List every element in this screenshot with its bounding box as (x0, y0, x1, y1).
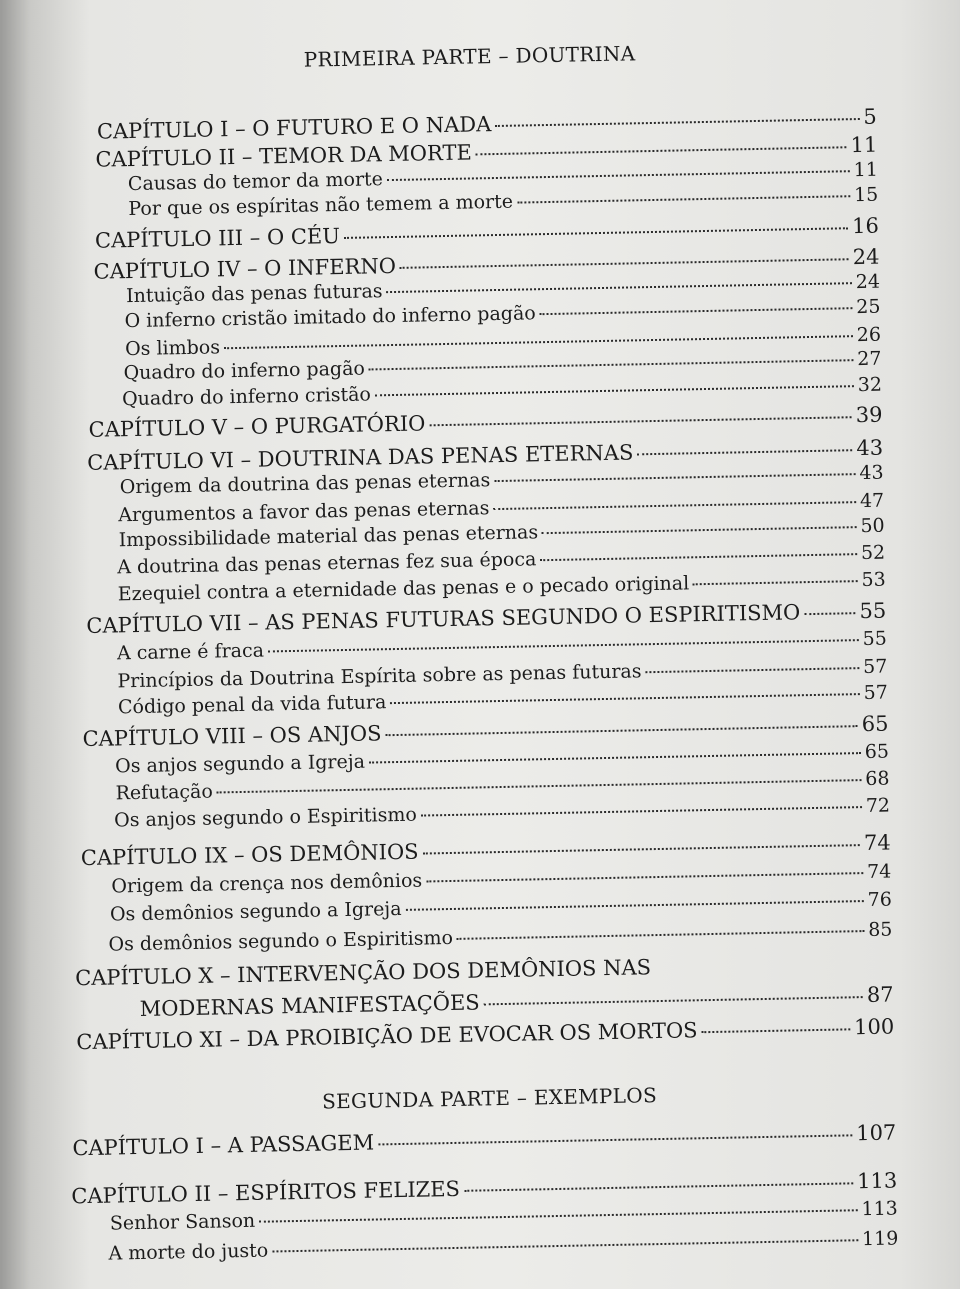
page-number: 65 (861, 711, 889, 737)
entry-title: A morte do justo (108, 1239, 269, 1265)
dot-leader (517, 195, 850, 203)
entry-title: Os anjos segundo o Espiritismo (113, 803, 418, 832)
dot-leader (217, 779, 862, 793)
entry-title: CAPÍTULO IV – O INFERNO (93, 253, 397, 284)
entry-title: Quadro do inferno pagão (123, 357, 366, 385)
part-one-title: PRIMEIRA PARTE – DOUTRINA (303, 41, 636, 72)
entry-title: CAPÍTULO I – A PASSAGEM (72, 1130, 375, 1161)
dot-leader (646, 667, 860, 673)
dot-leader (476, 146, 847, 155)
dot-leader (387, 170, 850, 181)
dot-leader (344, 227, 848, 239)
page-number: 43 (859, 461, 884, 485)
page-number: 16 (851, 213, 880, 239)
dot-leader (429, 416, 852, 426)
entry-title: CAPÍTULO II – TEMOR DA MORTE (95, 140, 472, 172)
page-number: 52 (860, 541, 886, 565)
page-number: 107 (855, 1120, 897, 1146)
entry-title: Os limbos (124, 336, 221, 361)
page-number: 100 (853, 1014, 895, 1040)
dot-leader (387, 282, 852, 293)
page-number: 26 (856, 323, 882, 347)
entry-title: Senhor Sanson (109, 1209, 256, 1235)
dot-leader (540, 553, 857, 561)
dot-leader (426, 872, 863, 882)
dot-leader (637, 449, 852, 455)
page-number: 27 (857, 347, 882, 371)
entry-title: CAPÍTULO XI – DA PROIBIÇÃO DE EVOCAR OS MORTOS (76, 1018, 698, 1055)
dot-leader (400, 258, 849, 269)
page-number: 11 (850, 132, 878, 158)
toc-chapter-entry (72, 1120, 896, 1160)
entry-title: A carne é fraca (116, 639, 265, 665)
dot-leader (464, 1182, 853, 1191)
page-number: 113 (861, 1197, 898, 1221)
dot-leader (272, 1239, 858, 1252)
entry-title: Quadro do inferno cristão (121, 383, 372, 411)
page-number: 53 (861, 568, 886, 592)
dot-leader (494, 473, 855, 482)
entry-title: Os anjos segundo a Igreja (114, 750, 366, 778)
entry-title: CAPÍTULO III – O CÉU (94, 224, 341, 253)
page-number: 74 (866, 860, 892, 884)
entry-title: CAPÍTULO I – O FUTURO E O NADA (96, 112, 492, 144)
dot-leader (369, 359, 853, 370)
dot-leader (542, 526, 856, 534)
page-number: 65 (864, 740, 890, 764)
page-number: 57 (862, 655, 888, 679)
dot-leader (375, 385, 854, 396)
page-number: 24 (852, 244, 880, 270)
toc-chapter-entry (140, 983, 894, 1021)
dot-leader (259, 1209, 857, 1222)
page-number: 113 (856, 1168, 898, 1194)
entry-title: Os demônios segundo a Igreja (109, 897, 402, 926)
dot-leader (406, 900, 864, 911)
entry-title: CAPÍTULO II – ESPÍRITOS FELIZES (71, 1176, 461, 1209)
dot-leader (421, 806, 862, 816)
page-number: 74 (863, 830, 891, 856)
entry-title: Código penal da vida futura (117, 691, 387, 719)
page-number: 15 (853, 183, 879, 207)
entry-title-continuation: MODERNAS MANIFESTAÇÕES (139, 990, 480, 1021)
entry-title: Argumentos a favor das penas eternas (118, 497, 490, 527)
page-number: 119 (861, 1227, 899, 1251)
entry-title: CAPÍTULO VIII – OS ANJOS (82, 721, 382, 752)
page-number: 68 (865, 767, 890, 791)
toc-section-entry (108, 1227, 898, 1264)
page-number: 76 (867, 888, 893, 911)
dot-leader (693, 580, 857, 585)
page-number: 47 (859, 489, 885, 513)
page-number: 32 (857, 373, 883, 397)
dot-leader (369, 752, 861, 763)
page-number: 11 (853, 158, 879, 182)
dot-leader (224, 335, 853, 349)
entry-title: CAPÍTULO VI – DOUTRINA DAS PENAS ETERNAS (87, 440, 634, 475)
dot-leader (423, 844, 860, 854)
entry-title: Por que os espíritas não temem a morte (128, 190, 514, 221)
page-number: 24 (855, 270, 881, 294)
entry-title: Princípios da Doutrina Espírita sobre as penas futuras (117, 660, 642, 693)
dot-leader (386, 725, 858, 736)
dot-leader (540, 307, 853, 315)
dot-leader (268, 639, 859, 652)
page-number: 87 (866, 982, 894, 1008)
entry-title: CAPÍTULO VII – AS PENAS FUTURAS SEGUNDO O ESPIRITISMO (86, 600, 801, 638)
entry-title: A doutrina das penas eternas fez sua época (117, 548, 537, 579)
entry-title: Refutação (115, 780, 214, 805)
page-number: 25 (856, 295, 881, 319)
entry-title: Origem da doutrina das penas eternas (119, 469, 491, 499)
page-number: 43 (856, 435, 884, 461)
page-number: 85 (868, 918, 893, 941)
page-number: 72 (865, 794, 891, 818)
dot-leader (493, 501, 856, 510)
page-number: 5 (863, 104, 878, 129)
dot-leader (495, 118, 859, 127)
toc-section-entry (108, 919, 892, 956)
toc-chapter-entry (76, 1015, 894, 1055)
entry-title: CAPÍTULO V – O PURGATÓRIO (88, 411, 426, 442)
page-number: 50 (860, 514, 885, 538)
page-number: 55 (859, 598, 887, 624)
entry-title: CAPÍTULO IX – OS DEMÔNIOS (80, 839, 419, 871)
entry-title: Causas do temor da morte (127, 168, 384, 196)
dot-leader (484, 996, 863, 1005)
page-number: 55 (862, 627, 888, 651)
entry-title: Ezequiel contra a eternidade das penas e o pecado original (117, 572, 690, 606)
entry-title: Origem da crença nos demônios (111, 869, 423, 898)
dot-leader (457, 930, 864, 940)
entry-title: Intuição das penas futuras (125, 280, 383, 308)
dot-leader (702, 1028, 851, 1033)
dot-leader (390, 693, 859, 704)
toc-chapter-entry-line1 (75, 955, 651, 990)
entry-title: Os demônios segundo o Espiritismo (108, 926, 454, 956)
page-number: 39 (855, 402, 883, 428)
dot-leader (804, 612, 855, 615)
dot-leader (378, 1134, 852, 1145)
page-number: 57 (863, 681, 889, 705)
entry-title: CAPÍTULO X – INTERVENÇÃO DOS DEMÔNIOS NAS (74, 955, 652, 991)
entry-title: O inferno cristão imitado do inferno pagão (124, 302, 536, 333)
entry-title: Impossibilidade material das penas eternas (118, 521, 539, 552)
part-two-title: SEGUNDA PARTE – EXEMPLOS (321, 1083, 658, 1114)
